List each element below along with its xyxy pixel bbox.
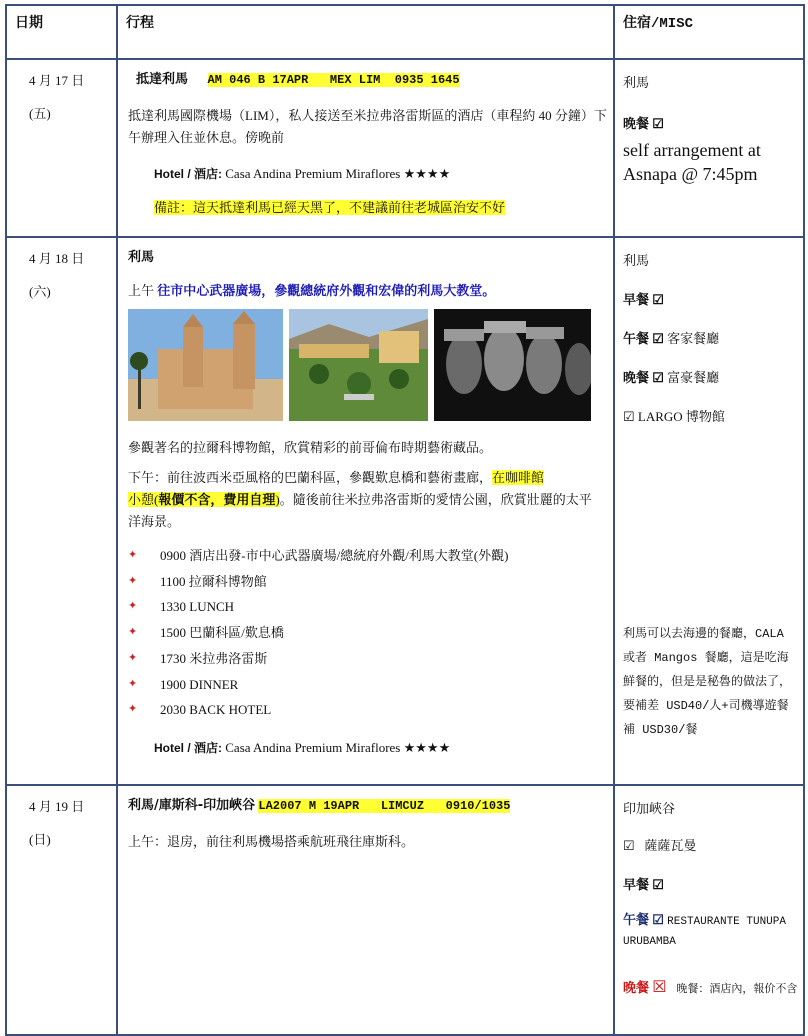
diamond-bullet-icon: ✦ xyxy=(128,626,138,639)
diamond-bullet-icon: ✦ xyxy=(128,574,138,587)
note: 備註：這天抵達利馬已經天黑了，不建議前往老城區治安不好 xyxy=(154,200,506,215)
misc-city: 印加峽谷 xyxy=(623,801,676,816)
diamond-bullet-icon: ✦ xyxy=(128,703,138,716)
pm-highlight-2: 小憩( xyxy=(128,492,159,507)
table-row xyxy=(6,237,804,785)
misc-breakfast: 早餐 ☑ xyxy=(623,292,664,307)
list-item: ✦ 0900 酒店出發-市中心武器廣場/總統府外觀/利馬大教堂(外觀) xyxy=(128,543,613,569)
museum-text: 參觀著名的拉爾科博物館，欣賞精彩的前哥倫布時期藝術藏品。 xyxy=(128,440,493,455)
diamond-bullet-icon: ✦ xyxy=(128,600,138,613)
header-row xyxy=(6,5,804,59)
am-title: 往市中心武器廣場，參觀總統府外觀和宏偉的利馬大教堂。 xyxy=(157,284,496,299)
list-item: ✦ 1330 LUNCH xyxy=(128,594,613,620)
misc-lunch: 客家餐廳 xyxy=(667,331,720,346)
misc-hotel: ☑ 薩薩瓦曼 xyxy=(623,838,697,853)
crossed-box-icon: ☒ xyxy=(652,979,667,996)
hotel-label: Hotel / 酒店: xyxy=(154,167,222,181)
misc-lunch: RESTAURANTE TUNUPA URUBAMBA xyxy=(623,916,786,948)
date: 4 月 18 日 xyxy=(29,251,85,266)
museum-photo xyxy=(434,309,591,421)
weekday: (五) xyxy=(29,106,51,121)
list-item: ✦ 1900 DINNER xyxy=(128,672,613,698)
itinerary-cell xyxy=(117,237,614,785)
misc-dinner: 富豪餐廳 xyxy=(667,370,720,385)
date: 4 月 19 日 xyxy=(29,799,85,814)
table-row xyxy=(6,785,804,1035)
pm-highlight-3: ) xyxy=(275,492,280,507)
plaza-photo xyxy=(289,309,428,421)
date-cell xyxy=(6,785,117,1035)
misc-city: 利馬 xyxy=(623,253,650,268)
day-title: 抵達利馬 xyxy=(136,71,189,86)
misc-lunch-label: 午餐 ☑ xyxy=(623,912,664,927)
header-date: 日期 xyxy=(6,5,117,59)
date-cell xyxy=(6,237,117,785)
misc-remark: 利馬可以去海邊的餐廳，CALA 或者 Mangos 餐廳，這是吃海鮮餐的，但是是秘魯的做法了，要補差 USD40/人+司機導遊餐補 USD30/餐 xyxy=(623,627,792,737)
header-misc: 住宿/MISC xyxy=(614,5,804,59)
cathedral-photo xyxy=(128,309,283,421)
pm-highlight-1: 在咖啡館 xyxy=(492,470,545,485)
diamond-bullet-icon: ✦ xyxy=(128,651,138,664)
misc-dinner-label: 晚餐 xyxy=(623,980,650,995)
misc-cell xyxy=(614,237,804,785)
day-description: 上午：退房，前往利馬機場搭乘航班飛往庫斯科。 xyxy=(128,834,415,849)
table-row xyxy=(6,59,804,237)
list-item: ✦ 1500 巴蘭科區/歎息橋 xyxy=(128,620,613,646)
day-title: 利馬/庫斯科-印加峽谷 xyxy=(128,798,256,813)
day-description: 抵達利馬國際機場（LIM），私人接送至米拉弗洛雷斯區的酒店（車程約 40 分鐘）下午辦理入住並休息。傍晚前 xyxy=(128,108,607,145)
misc-cell xyxy=(614,785,804,1035)
misc-dinner: 晚餐 ☑ xyxy=(623,116,664,131)
misc-cell xyxy=(614,59,804,237)
flight-info: AM 046 B 17APR MEX LIM 0935 1645 xyxy=(207,73,460,87)
weekday: (六) xyxy=(29,284,51,299)
misc-breakfast: 早餐 ☑ xyxy=(623,877,664,892)
misc-dinner-label: 晚餐 ☑ xyxy=(623,370,664,385)
header-itinerary: 行程 xyxy=(117,5,614,59)
list-item: ✦ 1100 拉爾科博物館 xyxy=(128,569,613,595)
weekday: (日) xyxy=(29,832,51,847)
diamond-bullet-icon: ✦ xyxy=(128,549,138,561)
hotel-label: Hotel / 酒店: xyxy=(154,740,222,755)
date-cell xyxy=(6,59,117,237)
misc-lunch-label: 午餐 ☑ xyxy=(623,331,664,346)
itinerary-cell xyxy=(117,59,614,237)
date: 4 月 17 日 xyxy=(29,73,85,88)
misc-remark: self arrangement at Asnapa @ 7:45pm xyxy=(623,140,761,184)
itinerary-table xyxy=(5,4,805,1036)
list-item: ✦ 1730 米拉弗洛雷斯 xyxy=(128,646,613,672)
pm-text-a: 下午：前往波西米亞風格的巴蘭科區，參觀歎息橋和藝術畫廊， xyxy=(128,470,493,485)
misc-dinner: 晚餐：酒店內，報价不含 xyxy=(676,983,798,995)
pm-highlight-bold: 報價不含，費用自理 xyxy=(158,492,276,507)
misc-city: 利馬 xyxy=(623,75,650,90)
flight-info: LA2007 M 19APR LIMCUZ 0910/1035 xyxy=(258,799,511,813)
misc-museum: ☑ LARGO 博物館 xyxy=(623,409,725,424)
itinerary-cell xyxy=(117,785,614,1035)
hotel-name: Casa Andina Premium Miraflores ★★★★ xyxy=(225,166,451,181)
day-title: 利馬 xyxy=(128,249,155,264)
schedule-list xyxy=(128,543,613,723)
photo-strip xyxy=(128,309,613,421)
list-item: ✦ 2030 BACK HOTEL xyxy=(128,697,613,723)
diamond-bullet-icon: ✦ xyxy=(128,677,138,690)
am-label: 上午 xyxy=(128,283,155,298)
pm-text-b: 。隨後前往米拉弗洛雷斯的愛情公園，欣賞壯麗的太平洋海景。 xyxy=(128,492,592,529)
hotel-name: Casa Andina Premium Miraflores ★★★★ xyxy=(225,739,451,755)
